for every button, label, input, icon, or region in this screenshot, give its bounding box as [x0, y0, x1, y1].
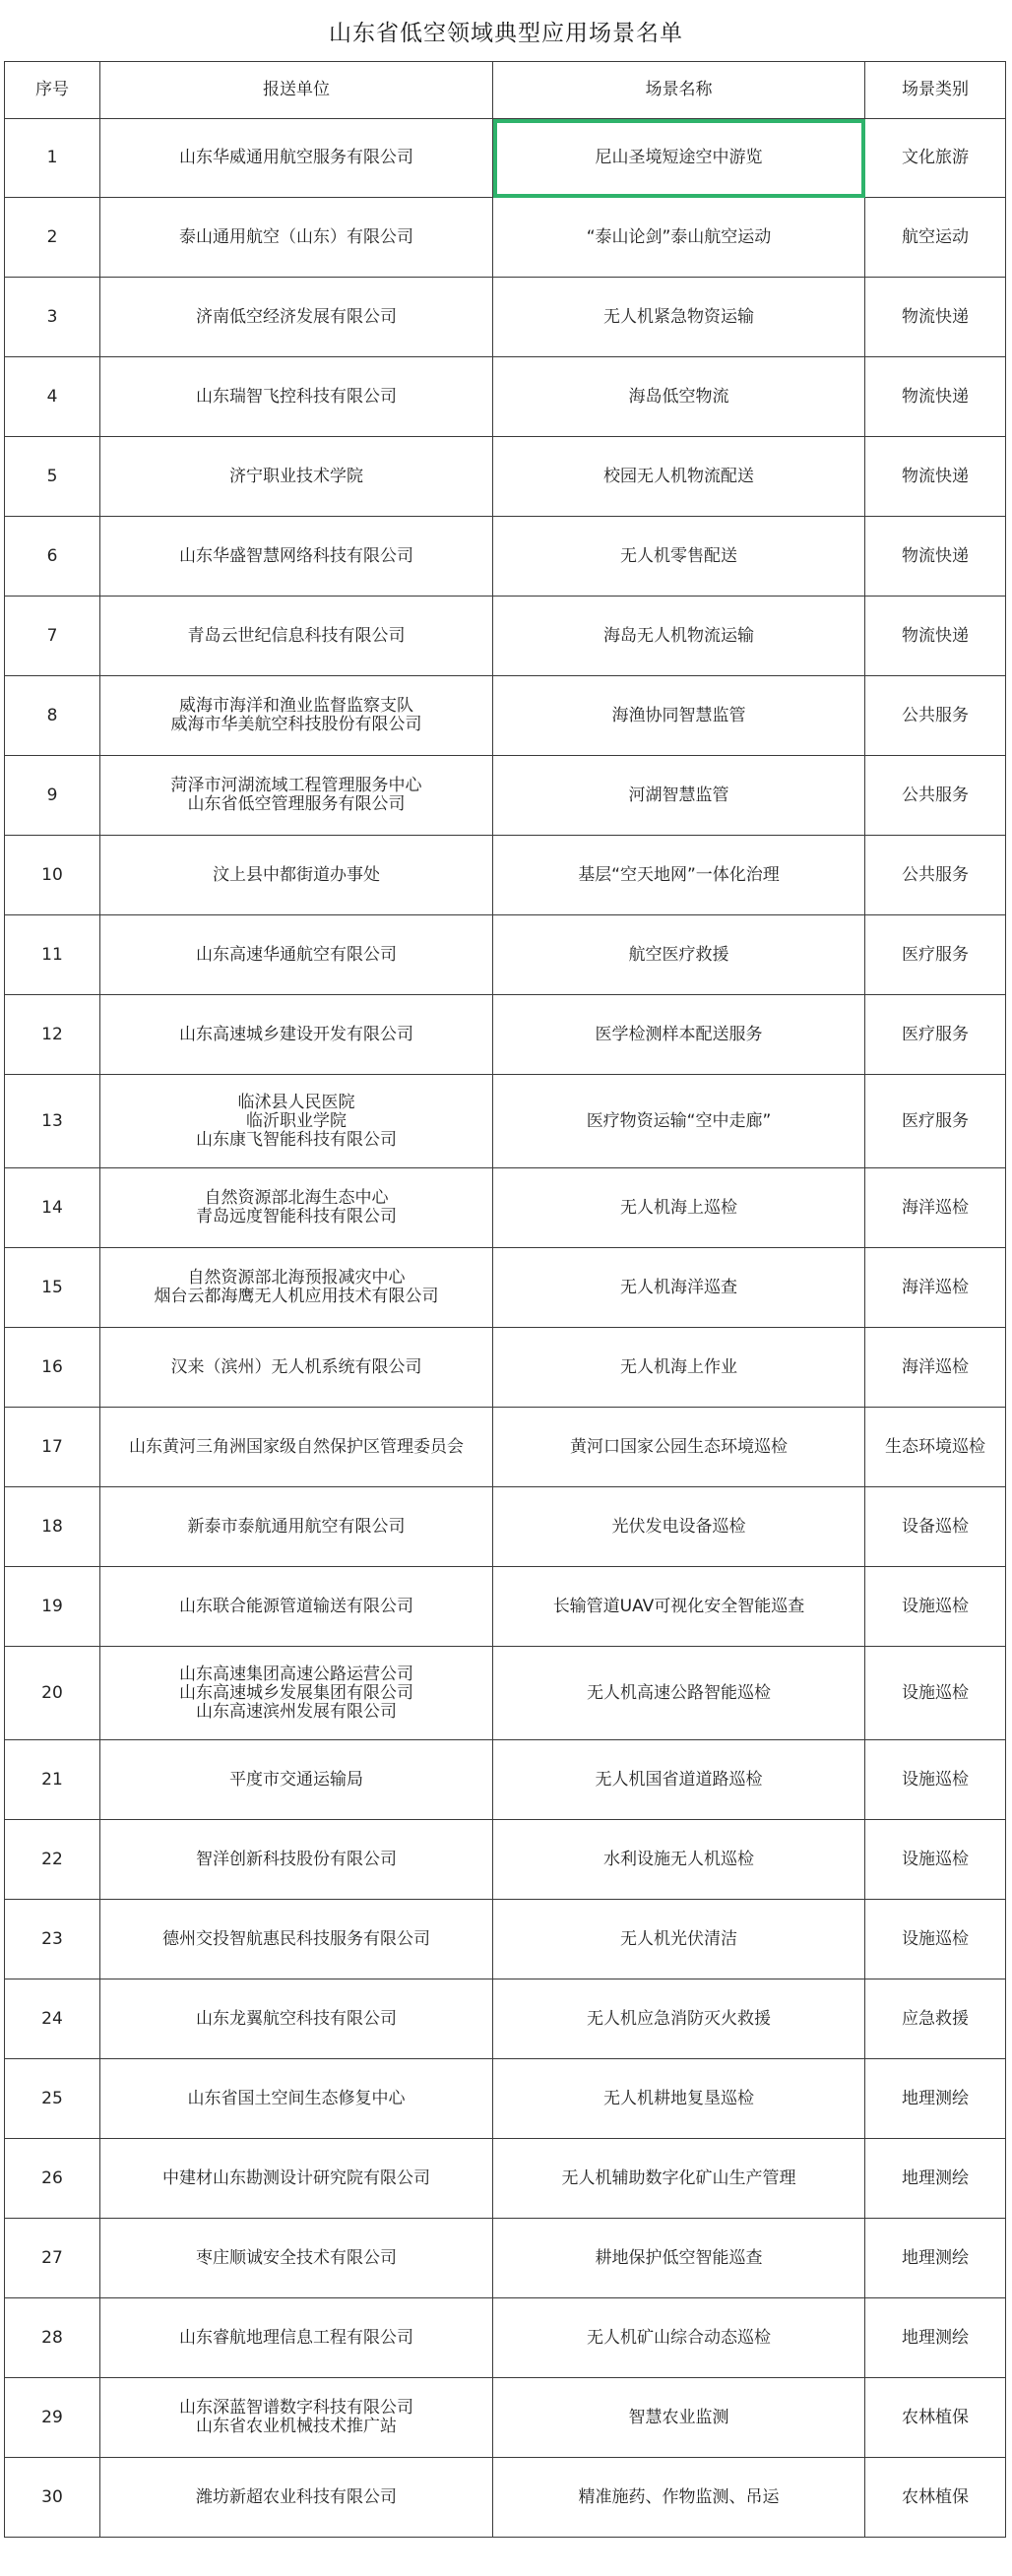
header-category: 场景类别	[865, 62, 1006, 119]
cell-no: 7	[5, 597, 100, 676]
table-row	[5, 1248, 1006, 1328]
cell-no: 23	[5, 1900, 100, 1979]
unit-name: 山东省低空管理服务有限公司	[187, 794, 406, 814]
cell-no: 25	[5, 2059, 100, 2139]
cell-unit	[100, 517, 493, 597]
table-row	[5, 915, 1006, 995]
cell-no: 15	[5, 1248, 100, 1328]
cell-category: 海洋巡检	[865, 1168, 1006, 1248]
unit-name: 新泰市泰航通用航空有限公司	[187, 1516, 406, 1537]
cell-category: 农林植保	[865, 2378, 1006, 2458]
unit-name: 山东省农业机械技术推广站	[196, 2417, 397, 2436]
unit-name: 山东深蓝智谱数字科技有限公司	[179, 2398, 413, 2418]
cell-scene: 海岛无人机物流运输	[493, 597, 865, 676]
cell-scene: 黄河口国家公园生态环境巡检	[493, 1408, 865, 1487]
header-unit: 报送单位	[100, 62, 493, 119]
cell-category: 航空运动	[865, 198, 1006, 278]
cell-no: 27	[5, 2219, 100, 2298]
table-row	[5, 2059, 1006, 2139]
cell-unit	[100, 756, 493, 836]
cell-scene: 无人机辅助数字化矿山生产管理	[493, 2139, 865, 2219]
cell-no: 2	[5, 198, 100, 278]
cell-category: 物流快递	[865, 597, 1006, 676]
cell-scene: 河湖智慧监管	[493, 756, 865, 836]
cell-no: 12	[5, 995, 100, 1075]
table-row	[5, 836, 1006, 915]
cell-category: 设施巡检	[865, 1647, 1006, 1740]
table-row	[5, 2458, 1006, 2538]
cell-no: 26	[5, 2139, 100, 2219]
table-row	[5, 1740, 1006, 1820]
cell-scene: 校园无人机物流配送	[493, 437, 865, 517]
cell-no: 13	[5, 1075, 100, 1168]
cell-scene: 无人机海上作业	[493, 1328, 865, 1408]
table-row	[5, 517, 1006, 597]
cell-no: 22	[5, 1820, 100, 1900]
cell-category: 设施巡检	[865, 1820, 1006, 1900]
cell-no: 17	[5, 1408, 100, 1487]
cell-no: 11	[5, 915, 100, 995]
scenario-table	[4, 61, 1006, 2538]
cell-category: 物流快递	[865, 437, 1006, 517]
cell-scene: 医疗物资运输“空中走廊”	[493, 1075, 865, 1168]
cell-category: 应急救援	[865, 1979, 1006, 2059]
cell-scene: 无人机海上巡检	[493, 1168, 865, 1248]
cell-category: 医疗服务	[865, 995, 1006, 1075]
cell-unit	[100, 676, 493, 756]
cell-scene: 无人机光伏清洁	[493, 1900, 865, 1979]
unit-name: 泰山通用航空（山东）有限公司	[179, 226, 413, 247]
cell-unit	[100, 1740, 493, 1820]
cell-unit	[100, 1168, 493, 1248]
table-row	[5, 756, 1006, 836]
table-row	[5, 676, 1006, 756]
cell-unit	[100, 1900, 493, 1979]
cell-category: 公共服务	[865, 676, 1006, 756]
table-row	[5, 1567, 1006, 1647]
cell-scene: 无人机高速公路智能巡检	[493, 1647, 865, 1740]
unit-name: 山东康飞智能科技有限公司	[196, 1129, 397, 1150]
cell-category: 物流快递	[865, 517, 1006, 597]
cell-scene: 无人机海洋巡查	[493, 1248, 865, 1328]
cell-scene: 航空医疗救援	[493, 915, 865, 995]
cell-no: 6	[5, 517, 100, 597]
table-row	[5, 1328, 1006, 1408]
table-row	[5, 1408, 1006, 1487]
cell-category: 公共服务	[865, 756, 1006, 836]
cell-category: 地理测绘	[865, 2059, 1006, 2139]
cell-category: 地理测绘	[865, 2298, 1006, 2378]
cell-unit	[100, 437, 493, 517]
cell-scene: 医学检测样本配送服务	[493, 995, 865, 1075]
unit-name: 山东龙翼航空科技有限公司	[196, 2008, 397, 2029]
cell-scene: 基层“空天地网”一体化治理	[493, 836, 865, 915]
cell-category: 设施巡检	[865, 1567, 1006, 1647]
table-row	[5, 198, 1006, 278]
cell-scene: 海岛低空物流	[493, 357, 865, 437]
cell-scene: 无人机紧急物资运输	[493, 278, 865, 357]
cell-no: 8	[5, 676, 100, 756]
cell-no: 19	[5, 1567, 100, 1647]
cell-scene: 无人机耕地复垦巡检	[493, 2059, 865, 2139]
cell-no: 14	[5, 1168, 100, 1248]
cell-category: 地理测绘	[865, 2219, 1006, 2298]
unit-name: 青岛远度智能科技有限公司	[196, 1207, 397, 1226]
table-row	[5, 1487, 1006, 1567]
unit-name: 山东高速华通航空有限公司	[196, 944, 397, 965]
cell-category: 设施巡检	[865, 1740, 1006, 1820]
cell-unit	[100, 1487, 493, 1567]
cell-unit	[100, 597, 493, 676]
cell-category: 地理测绘	[865, 2139, 1006, 2219]
unit-name: 济宁职业技术学院	[229, 466, 363, 486]
cell-no: 9	[5, 756, 100, 836]
unit-name: 汉来（滨州）无人机系统有限公司	[170, 1356, 422, 1377]
table-row	[5, 357, 1006, 437]
cell-category: 设施巡检	[865, 1900, 1006, 1979]
cell-scene: 无人机国省道道路巡检	[493, 1740, 865, 1820]
cell-no: 4	[5, 357, 100, 437]
document-title: 山东省低空领域典型应用场景名单	[329, 20, 683, 46]
cell-scene: 耕地保护低空智能巡查	[493, 2219, 865, 2298]
cell-no: 24	[5, 1979, 100, 2059]
cell-scene: 智慧农业监测	[493, 2378, 865, 2458]
unit-name: 中建材山东勘测设计研究院有限公司	[162, 2168, 430, 2188]
cell-no: 30	[5, 2458, 100, 2538]
cell-unit	[100, 1248, 493, 1328]
cell-scene: 水利设施无人机巡检	[493, 1820, 865, 1900]
cell-no: 3	[5, 278, 100, 357]
cell-category: 海洋巡检	[865, 1248, 1006, 1328]
table-row	[5, 278, 1006, 357]
unit-name: 潍坊新超农业科技有限公司	[196, 2486, 397, 2507]
cell-category: 医疗服务	[865, 1075, 1006, 1168]
cell-no: 28	[5, 2298, 100, 2378]
table-row	[5, 2219, 1006, 2298]
cell-unit	[100, 2458, 493, 2538]
cell-scene: 无人机矿山综合动态巡检	[493, 2298, 865, 2378]
cell-category: 物流快递	[865, 357, 1006, 437]
cell-no: 29	[5, 2378, 100, 2458]
cell-unit	[100, 2139, 493, 2219]
unit-name: 山东高速滨州发展有限公司	[196, 1701, 397, 1722]
unit-name: 山东高速城乡发展集团有限公司	[179, 1682, 413, 1703]
cell-category: 文化旅游	[865, 119, 1006, 198]
cell-scene: “泰山论剑”泰山航空运动	[493, 198, 865, 278]
cell-no: 1	[5, 119, 100, 198]
cell-scene: 长输管道UAV可视化安全智能巡查	[493, 1567, 865, 1647]
unit-name: 济南低空经济发展有限公司	[196, 306, 397, 327]
table-row	[5, 2298, 1006, 2378]
unit-name: 平度市交通运输局	[229, 1769, 363, 1790]
cell-unit	[100, 1328, 493, 1408]
cell-no: 20	[5, 1647, 100, 1740]
table-row	[5, 1075, 1006, 1168]
unit-name: 山东睿航地理信息工程有限公司	[179, 2327, 413, 2348]
cell-category: 公共服务	[865, 836, 1006, 915]
cell-category: 农林植保	[865, 2458, 1006, 2538]
cell-unit	[100, 995, 493, 1075]
cell-unit	[100, 836, 493, 915]
unit-name: 山东华盛智慧网络科技有限公司	[179, 545, 413, 566]
table-row	[5, 437, 1006, 517]
unit-name: 菏泽市河湖流域工程管理服务中心	[170, 776, 422, 795]
cell-unit	[100, 1408, 493, 1487]
cell-unit	[100, 2219, 493, 2298]
unit-name: 德州交投智航惠民科技服务有限公司	[162, 1928, 430, 1949]
table-row	[5, 1168, 1006, 1248]
unit-name: 汶上县中都街道办事处	[213, 864, 380, 885]
unit-name: 山东华威通用航空服务有限公司	[179, 148, 413, 167]
table-header-row	[5, 62, 1006, 119]
unit-name: 威海市海洋和渔业监督监察支队	[179, 696, 413, 716]
cell-unit	[100, 119, 493, 198]
cell-no: 16	[5, 1328, 100, 1408]
table-row	[5, 119, 1006, 198]
cell-no: 10	[5, 836, 100, 915]
header-scene: 场景名称	[493, 62, 865, 119]
cell-scene: 海渔协同智慧监管	[493, 676, 865, 756]
unit-name: 临沂职业学院	[246, 1110, 347, 1131]
table-row	[5, 1820, 1006, 1900]
cell-unit	[100, 915, 493, 995]
cell-unit	[100, 1647, 493, 1740]
cell-category: 海洋巡检	[865, 1328, 1006, 1408]
cell-no: 5	[5, 437, 100, 517]
table-row	[5, 597, 1006, 676]
cell-unit	[100, 2378, 493, 2458]
cell-unit	[100, 1567, 493, 1647]
cell-scene: 精准施药、作物监测、吊运	[493, 2458, 865, 2538]
table-row	[5, 1647, 1006, 1740]
cell-unit	[100, 1979, 493, 2059]
unit-name: 山东高速集团高速公路运营公司	[179, 1664, 413, 1684]
cell-category: 设备巡检	[865, 1487, 1006, 1567]
unit-name: 青岛云世纪信息科技有限公司	[187, 625, 406, 646]
unit-name: 枣庄顺诚安全技术有限公司	[196, 2247, 397, 2268]
cell-no: 21	[5, 1740, 100, 1820]
table-row	[5, 2139, 1006, 2219]
cell-unit	[100, 2298, 493, 2378]
cell-unit	[100, 1075, 493, 1168]
header-no: 序号	[5, 62, 100, 119]
cell-category: 医疗服务	[865, 915, 1006, 995]
cell-unit	[100, 2059, 493, 2139]
table-row	[5, 1900, 1006, 1979]
cell-category: 物流快递	[865, 278, 1006, 357]
unit-name: 烟台云都海鹰无人机应用技术有限公司	[154, 1287, 439, 1306]
unit-name: 山东联合能源管道输送有限公司	[179, 1596, 413, 1616]
cell-no: 18	[5, 1487, 100, 1567]
unit-name: 智洋创新科技股份有限公司	[196, 1849, 397, 1869]
cell-unit	[100, 278, 493, 357]
unit-name: 山东省国土空间生态修复中心	[187, 2088, 406, 2108]
unit-name: 山东高速城乡建设开发有限公司	[179, 1024, 413, 1044]
unit-name: 自然资源部北海预报减灾中心	[187, 1268, 406, 1288]
unit-name: 威海市华美航空科技股份有限公司	[170, 715, 422, 734]
unit-name: 自然资源部北海生态中心	[204, 1188, 389, 1208]
cell-unit	[100, 198, 493, 278]
unit-name: 临沭县人民医院	[237, 1092, 355, 1112]
unit-name: 山东瑞智飞控科技有限公司	[196, 386, 397, 407]
cell-unit	[100, 1820, 493, 1900]
table-row	[5, 995, 1006, 1075]
cell-category: 生态环境巡检	[865, 1408, 1006, 1487]
cell-unit	[100, 357, 493, 437]
table-row	[5, 2378, 1006, 2458]
cell-scene: 尼山圣境短途空中游览	[493, 119, 865, 198]
table-body	[5, 119, 1006, 2538]
cell-scene: 光伏发电设备巡检	[493, 1487, 865, 1567]
cell-scene: 无人机零售配送	[493, 517, 865, 597]
unit-name: 山东黄河三角洲国家级自然保护区管理委员会	[129, 1436, 464, 1457]
cell-scene: 无人机应急消防灭火救援	[493, 1979, 865, 2059]
table-row	[5, 1979, 1006, 2059]
